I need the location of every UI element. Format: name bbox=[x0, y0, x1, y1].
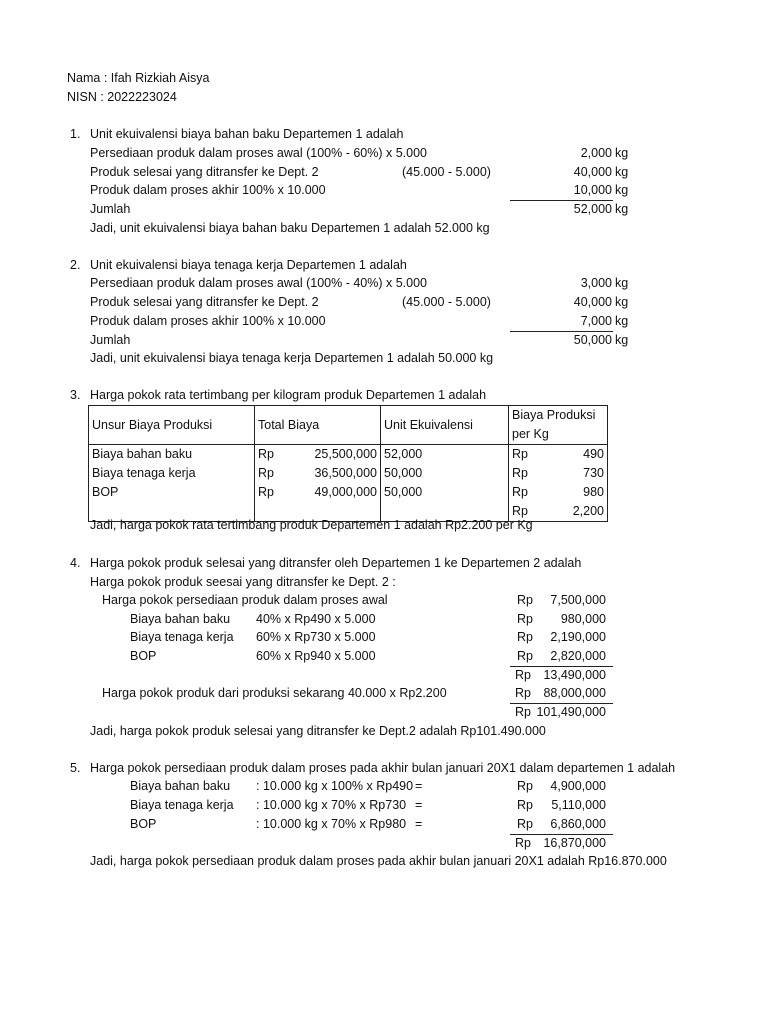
q4-awal-rp: Rp bbox=[517, 593, 533, 607]
q1-row-value: 40,000 bbox=[573, 165, 612, 179]
q4-total-line bbox=[510, 703, 613, 704]
q5-number: 5. bbox=[70, 761, 81, 775]
col-perkg bbox=[509, 445, 608, 522]
rp-label: Rp bbox=[512, 447, 528, 461]
table-cell-unit: 50,000 bbox=[384, 485, 423, 499]
q2-row-unit: kg bbox=[615, 276, 629, 290]
q4-item-label: Biaya tenaga kerja bbox=[130, 630, 234, 644]
q1-row-note: (45.000 - 5.000) bbox=[402, 165, 491, 179]
q5-item-rp: Rp bbox=[517, 817, 533, 831]
q2-row-unit: kg bbox=[615, 295, 629, 309]
q4-item-value: 2,190,000 bbox=[550, 630, 606, 644]
perkg-value: 730 bbox=[583, 466, 604, 480]
q2-number: 2. bbox=[70, 258, 81, 272]
q5-item-calc: : 10.000 kg x 100% x Rp490 bbox=[256, 779, 414, 793]
cost-table-header bbox=[89, 406, 608, 445]
col-header-perkg-line1: Biaya Produksi bbox=[512, 408, 596, 422]
q4-item-label: Biaya bahan baku bbox=[130, 612, 231, 626]
q4-subtotal-line bbox=[510, 666, 613, 667]
q2-total-label: Jumlah bbox=[90, 333, 131, 347]
col-unsur bbox=[89, 445, 255, 522]
table-cell-perkg bbox=[512, 483, 604, 502]
table-cell-total bbox=[258, 445, 377, 464]
q3-title: Harga pokok rata tertimbang per kilogram produk Departemen 1 adalah bbox=[90, 388, 487, 402]
perkg-value: 490 bbox=[583, 447, 604, 461]
q4-item-label: BOP bbox=[130, 649, 157, 663]
q5-item-rp: Rp bbox=[517, 779, 533, 793]
q3-conclusion: Jadi, harga pokok rata tertimbang produk Departemen 1 adalah Rp2.200 per Kg bbox=[90, 518, 533, 532]
q2-row-value: 7,000 bbox=[580, 314, 612, 328]
col-total bbox=[255, 445, 381, 522]
q2-row-label: Produk selesai yang ditransfer ke Dept. 2 bbox=[90, 295, 319, 309]
q4-sekarang-label: Harga pokok produk dari produksi sekarang 40.000 x Rp2.200 bbox=[102, 686, 447, 700]
q5-item-calc: : 10.000 kg x 70% x Rp730 bbox=[256, 798, 407, 812]
q2-row-unit: kg bbox=[615, 314, 629, 328]
table-cell-perkg bbox=[512, 445, 604, 464]
q4-awal-value: 7,500,000 bbox=[550, 593, 606, 607]
q4-item-calc: 40% x Rp490 x 5.000 bbox=[256, 612, 376, 626]
q2-total-unit: kg bbox=[615, 333, 629, 347]
table-cell-item: Biaya bahan baku bbox=[92, 447, 193, 461]
q4-item-rp: Rp bbox=[517, 630, 533, 644]
table-cell-perkg bbox=[512, 464, 604, 483]
table-cell-total bbox=[258, 464, 377, 483]
q5-conclusion: Jadi, harga pokok persediaan produk dalam proses pada akhir bulan januari 20X1 adalah Rp16.870.000 bbox=[90, 854, 667, 868]
q4-total-value: 101,490,000 bbox=[536, 705, 606, 719]
q2-title: Unit ekuivalensi biaya tenaga kerja Departemen 1 adalah bbox=[90, 258, 407, 272]
q4-title: Harga pokok produk selesai yang ditransfer oleh Departemen 1 ke Departemen 2 adalah bbox=[90, 556, 582, 570]
q5-total-rp: Rp bbox=[515, 836, 531, 850]
q1-total-value: 52,000 bbox=[573, 202, 612, 216]
q4-subtitle: Harga pokok produk seesai yang ditransfer ke Dept. 2 : bbox=[90, 575, 396, 589]
col-header-perkg-line2: per Kg bbox=[512, 427, 549, 441]
q5-item-eq: = bbox=[415, 817, 423, 831]
q5-total-line bbox=[510, 834, 613, 835]
q2-row-value: 40,000 bbox=[573, 295, 612, 309]
rp-label: Rp bbox=[512, 466, 528, 480]
q2-sum-line bbox=[510, 331, 613, 332]
table-cell-item: BOP bbox=[92, 485, 119, 499]
rp-label: Rp bbox=[512, 485, 528, 499]
q1-sum-line bbox=[510, 200, 613, 201]
q5-item-value: 5,110,000 bbox=[551, 798, 606, 812]
col-header-perkg bbox=[509, 406, 608, 445]
q3-number: 3. bbox=[70, 388, 81, 402]
q5-item-label: Biaya bahan baku bbox=[130, 779, 231, 793]
col-header-unit: Unit Ekuivalensi bbox=[381, 406, 509, 445]
q1-row-value: 10,000 bbox=[573, 183, 612, 197]
q4-total-rp: Rp bbox=[515, 705, 531, 719]
q1-row-unit: kg bbox=[615, 183, 629, 197]
q5-total-value: 16,870,000 bbox=[543, 836, 606, 850]
q4-item-rp: Rp bbox=[517, 649, 533, 663]
q5-item-value: 6,860,000 bbox=[550, 817, 606, 831]
rp-label: Rp bbox=[258, 466, 274, 480]
q4-number: 4. bbox=[70, 556, 81, 570]
total-value: 25,500,000 bbox=[314, 447, 377, 461]
q1-title: Unit ekuivalensi biaya bahan baku Departemen 1 adalah bbox=[90, 127, 404, 141]
q1-row-unit: kg bbox=[615, 165, 629, 179]
q5-item-rp: Rp bbox=[517, 798, 533, 812]
q4-item-rp: Rp bbox=[517, 612, 533, 626]
q1-number: 1. bbox=[70, 127, 81, 141]
q1-total-unit: kg bbox=[615, 202, 629, 216]
q4-item-calc: 60% x Rp730 x 5.000 bbox=[256, 630, 376, 644]
q4-item-calc: 60% x Rp940 x 5.000 bbox=[256, 649, 376, 663]
q1-conclusion: Jadi, unit ekuivalensi biaya bahan baku Departemen 1 adalah 52.000 kg bbox=[90, 221, 490, 235]
q4-sekarang-value: 88,000,000 bbox=[543, 686, 606, 700]
col-header-unsur: Unsur Biaya Produksi bbox=[89, 406, 255, 445]
perkg-total-value: 2,200 bbox=[572, 504, 604, 518]
col-unit bbox=[381, 445, 509, 522]
student-name: Nama : Ifah Rizkiah Aisya bbox=[67, 71, 210, 85]
q1-row-unit: kg bbox=[615, 146, 629, 160]
q5-title: Harga pokok persediaan produk dalam proses pada akhir bulan januari 20X1 dalam departemen 1 adalah bbox=[90, 761, 676, 775]
q2-row-label: Produk dalam proses akhir 100% x 10.000 bbox=[90, 314, 326, 328]
q4-conclusion: Jadi, harga pokok produk selesai yang ditransfer ke Dept.2 adalah Rp101.490.000 bbox=[90, 724, 546, 738]
q2-row-label: Persediaan produk dalam proses awal (100% - 40%) x 5.000 bbox=[90, 276, 427, 290]
col-header-total: Total Biaya bbox=[255, 406, 381, 445]
q4-awal-label: Harga pokok persediaan produk dalam proses awal bbox=[102, 593, 388, 607]
rp-label: Rp bbox=[258, 447, 274, 461]
q4-item-value: 980,000 bbox=[560, 612, 606, 626]
q2-total-value: 50,000 bbox=[573, 333, 612, 347]
q4-sekarang-rp: Rp bbox=[515, 686, 531, 700]
q5-item-label: Biaya tenaga kerja bbox=[130, 798, 234, 812]
total-value: 36,500,000 bbox=[314, 466, 377, 480]
q5-item-label: BOP bbox=[130, 817, 157, 831]
q4-subtotal-value: 13,490,000 bbox=[543, 668, 606, 682]
table-cell-unit: 52,000 bbox=[384, 447, 423, 461]
q1-row-label: Produk dalam proses akhir 100% x 10.000 bbox=[90, 183, 326, 197]
q1-row-value: 2,000 bbox=[580, 146, 612, 160]
q5-item-eq: = bbox=[415, 798, 423, 812]
cost-table-body bbox=[89, 445, 608, 522]
rp-label: Rp bbox=[258, 485, 274, 499]
q2-row-note: (45.000 - 5.000) bbox=[402, 295, 491, 309]
table-cell-item: Biaya tenaga kerja bbox=[92, 466, 196, 480]
q5-item-value: 4,900,000 bbox=[550, 779, 606, 793]
q2-conclusion: Jadi, unit ekuivalensi biaya tenaga kerja Departemen 1 adalah 50.000 kg bbox=[90, 351, 494, 365]
student-nisn: NISN : 2022223024 bbox=[67, 90, 177, 104]
table-cell-unit: 50,000 bbox=[384, 466, 423, 480]
q5-item-calc: : 10.000 kg x 70% x Rp980 bbox=[256, 817, 407, 831]
q4-item-value: 2,820,000 bbox=[550, 649, 606, 663]
q1-row-label: Persediaan produk dalam proses awal (100% - 60%) x 5.000 bbox=[90, 146, 427, 160]
total-value: 49,000,000 bbox=[314, 485, 377, 499]
table-cell-total bbox=[258, 483, 377, 502]
q1-total-label: Jumlah bbox=[90, 202, 131, 216]
perkg-value: 980 bbox=[583, 485, 604, 499]
q1-row-label: Produk selesai yang ditransfer ke Dept. 2 bbox=[90, 165, 319, 179]
rp-label: Rp bbox=[512, 504, 528, 518]
q4-subtotal-rp: Rp bbox=[515, 668, 531, 682]
cost-table bbox=[88, 405, 608, 522]
q5-item-eq: = bbox=[415, 779, 423, 793]
q2-row-value: 3,000 bbox=[580, 276, 612, 290]
